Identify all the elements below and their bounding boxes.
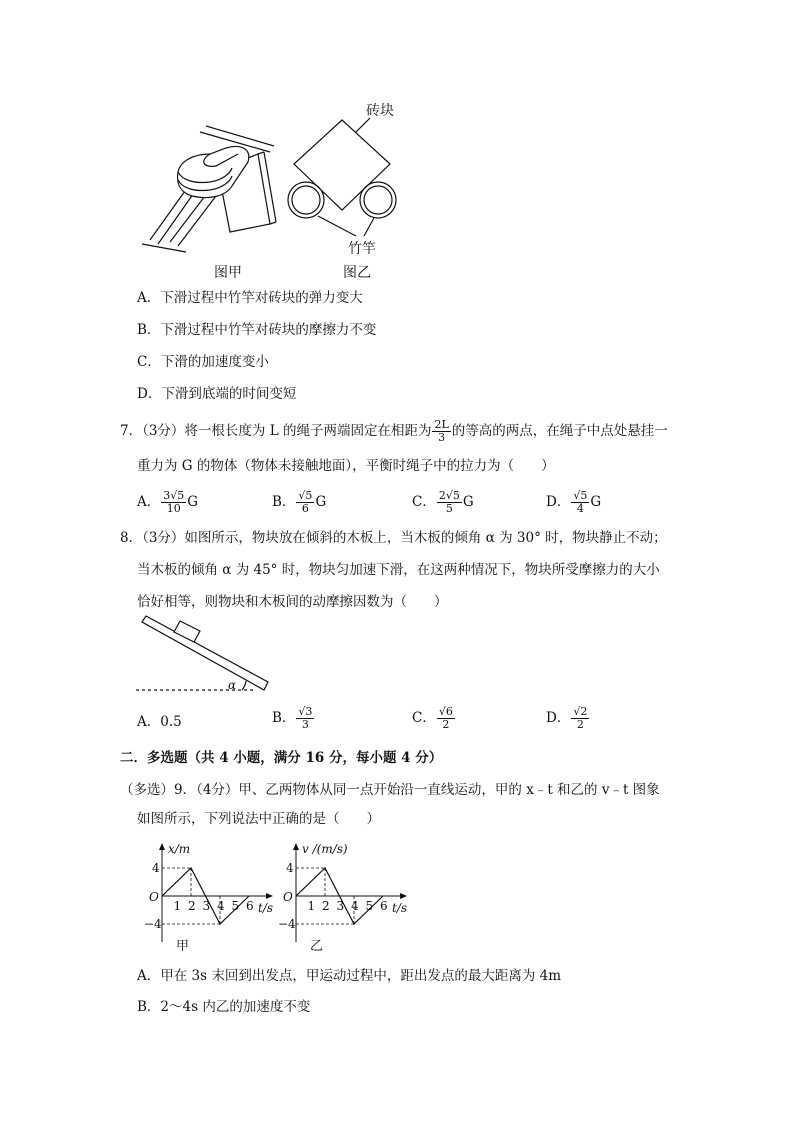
x-tick-label: 2 (322, 899, 330, 913)
q8-incline-figure (136, 612, 276, 696)
y-axis-label: v /(m/s) (302, 842, 348, 856)
q6-option-b[interactable]: B．下滑过程中竹竿对砖块的摩擦力不变 (137, 322, 377, 338)
x-tick-label: 6 (380, 899, 388, 913)
x-tick-label: 3 (202, 899, 211, 913)
q9-option-b[interactable]: B．2～4s 内乙的加速度不变 (137, 999, 311, 1015)
y-axis-arrow (293, 843, 299, 850)
inclined-board (142, 616, 268, 690)
y-tick-label-top: 4 (286, 861, 294, 875)
graph-caption: 甲 (176, 939, 190, 954)
graph-caption: 乙 (310, 939, 324, 954)
q9-stem-line1: （多选）9．（4分）甲、乙两物体从同一点开始沿一直线运动，甲的 x﹣t 和乙的 v﹣t 图象 (120, 782, 660, 798)
q8-option-c[interactable]: C． $\frac{√6}{2}$ (412, 705, 453, 731)
data-point (382, 895, 383, 896)
bamboo-left-inner (292, 186, 320, 214)
q8-option-a[interactable]: A．0.5 (137, 714, 182, 730)
x-axis-arrow (400, 893, 407, 899)
x-tick-label: 6 (246, 899, 254, 913)
q7-option-c[interactable]: C． $\frac{2√5}{5}$ G (412, 489, 474, 515)
data-point (248, 895, 249, 896)
q8-stem-line2: 当木板的倾角 α 为 45° 时，物块匀加速下滑，在这两种情况下，物块所受摩擦力的大小 (137, 562, 660, 578)
bamboo-left-outer (288, 182, 324, 218)
q7-option-a[interactable]: A． $\frac{3√5}{10}$ G (137, 489, 199, 515)
q6-option-c[interactable]: C．下滑的加速度变小 (137, 354, 269, 370)
q7-stem-fraction: $\frac{2L}{3}$ (434, 418, 449, 444)
q7-stem-before: 7．（3分）将一根长度为 L 的绳子两端固定在相距为 (120, 423, 432, 439)
q6-figure (130, 92, 430, 282)
q7-stem-line1 (120, 419, 668, 444)
q9-option-a[interactable]: A．甲在 3s 末回到出发点，甲运动过程中，距出发点的最大距离为 4m (137, 968, 562, 984)
y-axis-label: x/m (168, 842, 191, 856)
angle-alpha-label: α (228, 678, 237, 692)
x-tick-label: 3 (336, 899, 345, 913)
graph-a (144, 842, 273, 954)
x-tick-label: 5 (231, 899, 240, 913)
brick-square (294, 120, 390, 210)
x-tick-label: 2 (188, 899, 196, 913)
figure-a-drawing (142, 126, 276, 252)
data-point (339, 895, 340, 896)
y-tick-label-top: 4 (152, 861, 160, 875)
q8-option-b[interactable]: B． $\frac{√3}{3}$ (272, 705, 313, 731)
graph-b (278, 842, 407, 954)
x-tick-label: 1 (173, 899, 182, 913)
q8-stem-line3: 恰好相等，则物块和木板间的动摩擦因数为（ ） (137, 594, 448, 610)
label-brick: 砖块 (366, 103, 394, 119)
caption-figure-a: 图甲 (214, 265, 242, 281)
y-tick-label-bottom: −4 (278, 917, 296, 931)
label-bamboo: 竹竿 (348, 241, 376, 257)
y-axis-arrow (159, 843, 165, 850)
data-point (161, 895, 162, 896)
x-tick-label: 4 (217, 899, 225, 913)
q7-option-b[interactable]: B． $\frac{√5}{6}$ G (272, 489, 327, 515)
q8-option-d[interactable]: D． $\frac{√2}{2}$ (546, 705, 588, 731)
x-axis-label: t/s (258, 901, 274, 915)
x-tick-label: 5 (365, 899, 374, 913)
caption-figure-b: 图乙 (343, 265, 371, 281)
q6-option-d[interactable]: D．下滑到底端的时间变短 (137, 386, 297, 402)
x-tick-label: 4 (351, 899, 359, 913)
angle-arc (242, 681, 246, 690)
q8-stem-line1: 8．（3分）如图所示，物块放在倾斜的木板上，当木板的倾角 α 为 30° 时，物块静止不动； (120, 530, 667, 546)
data-point (295, 895, 296, 896)
data-point (324, 867, 325, 868)
x-axis-label: t/s (392, 901, 408, 915)
q7-stem-after: 的等高的两点，在绳子中点处悬挂一 (451, 423, 668, 439)
q7-option-d[interactable]: D． $\frac{√5}{4}$ G (546, 489, 602, 515)
q7-stem-line2: 重力为 G 的物体（物体未接触地面），平衡时绳子中的拉力为（ ） (137, 458, 555, 474)
x-tick-label: 1 (307, 899, 316, 913)
section-heading: 二．多选题（共 4 小题，满分 16 分，每小题 4 分） (120, 750, 443, 766)
x-axis-arrow (266, 893, 273, 899)
y-tick-label-bottom: −4 (144, 917, 162, 931)
data-point (219, 923, 220, 924)
data-point (353, 923, 354, 924)
q9-graphs (140, 838, 420, 958)
data-point (190, 867, 191, 868)
origin-label: O (149, 890, 159, 904)
bamboo-right-outer (360, 182, 396, 218)
data-point (205, 895, 206, 896)
q9-stem-line2: 如图所示，下列说法中正确的是（ ） (137, 811, 380, 827)
figure-b-drawing (288, 118, 396, 236)
q6-option-a[interactable]: A．下滑过程中竹竿对砖块的弹力变大 (137, 290, 363, 306)
bamboo-right-inner (364, 186, 392, 214)
origin-label: O (283, 890, 293, 904)
